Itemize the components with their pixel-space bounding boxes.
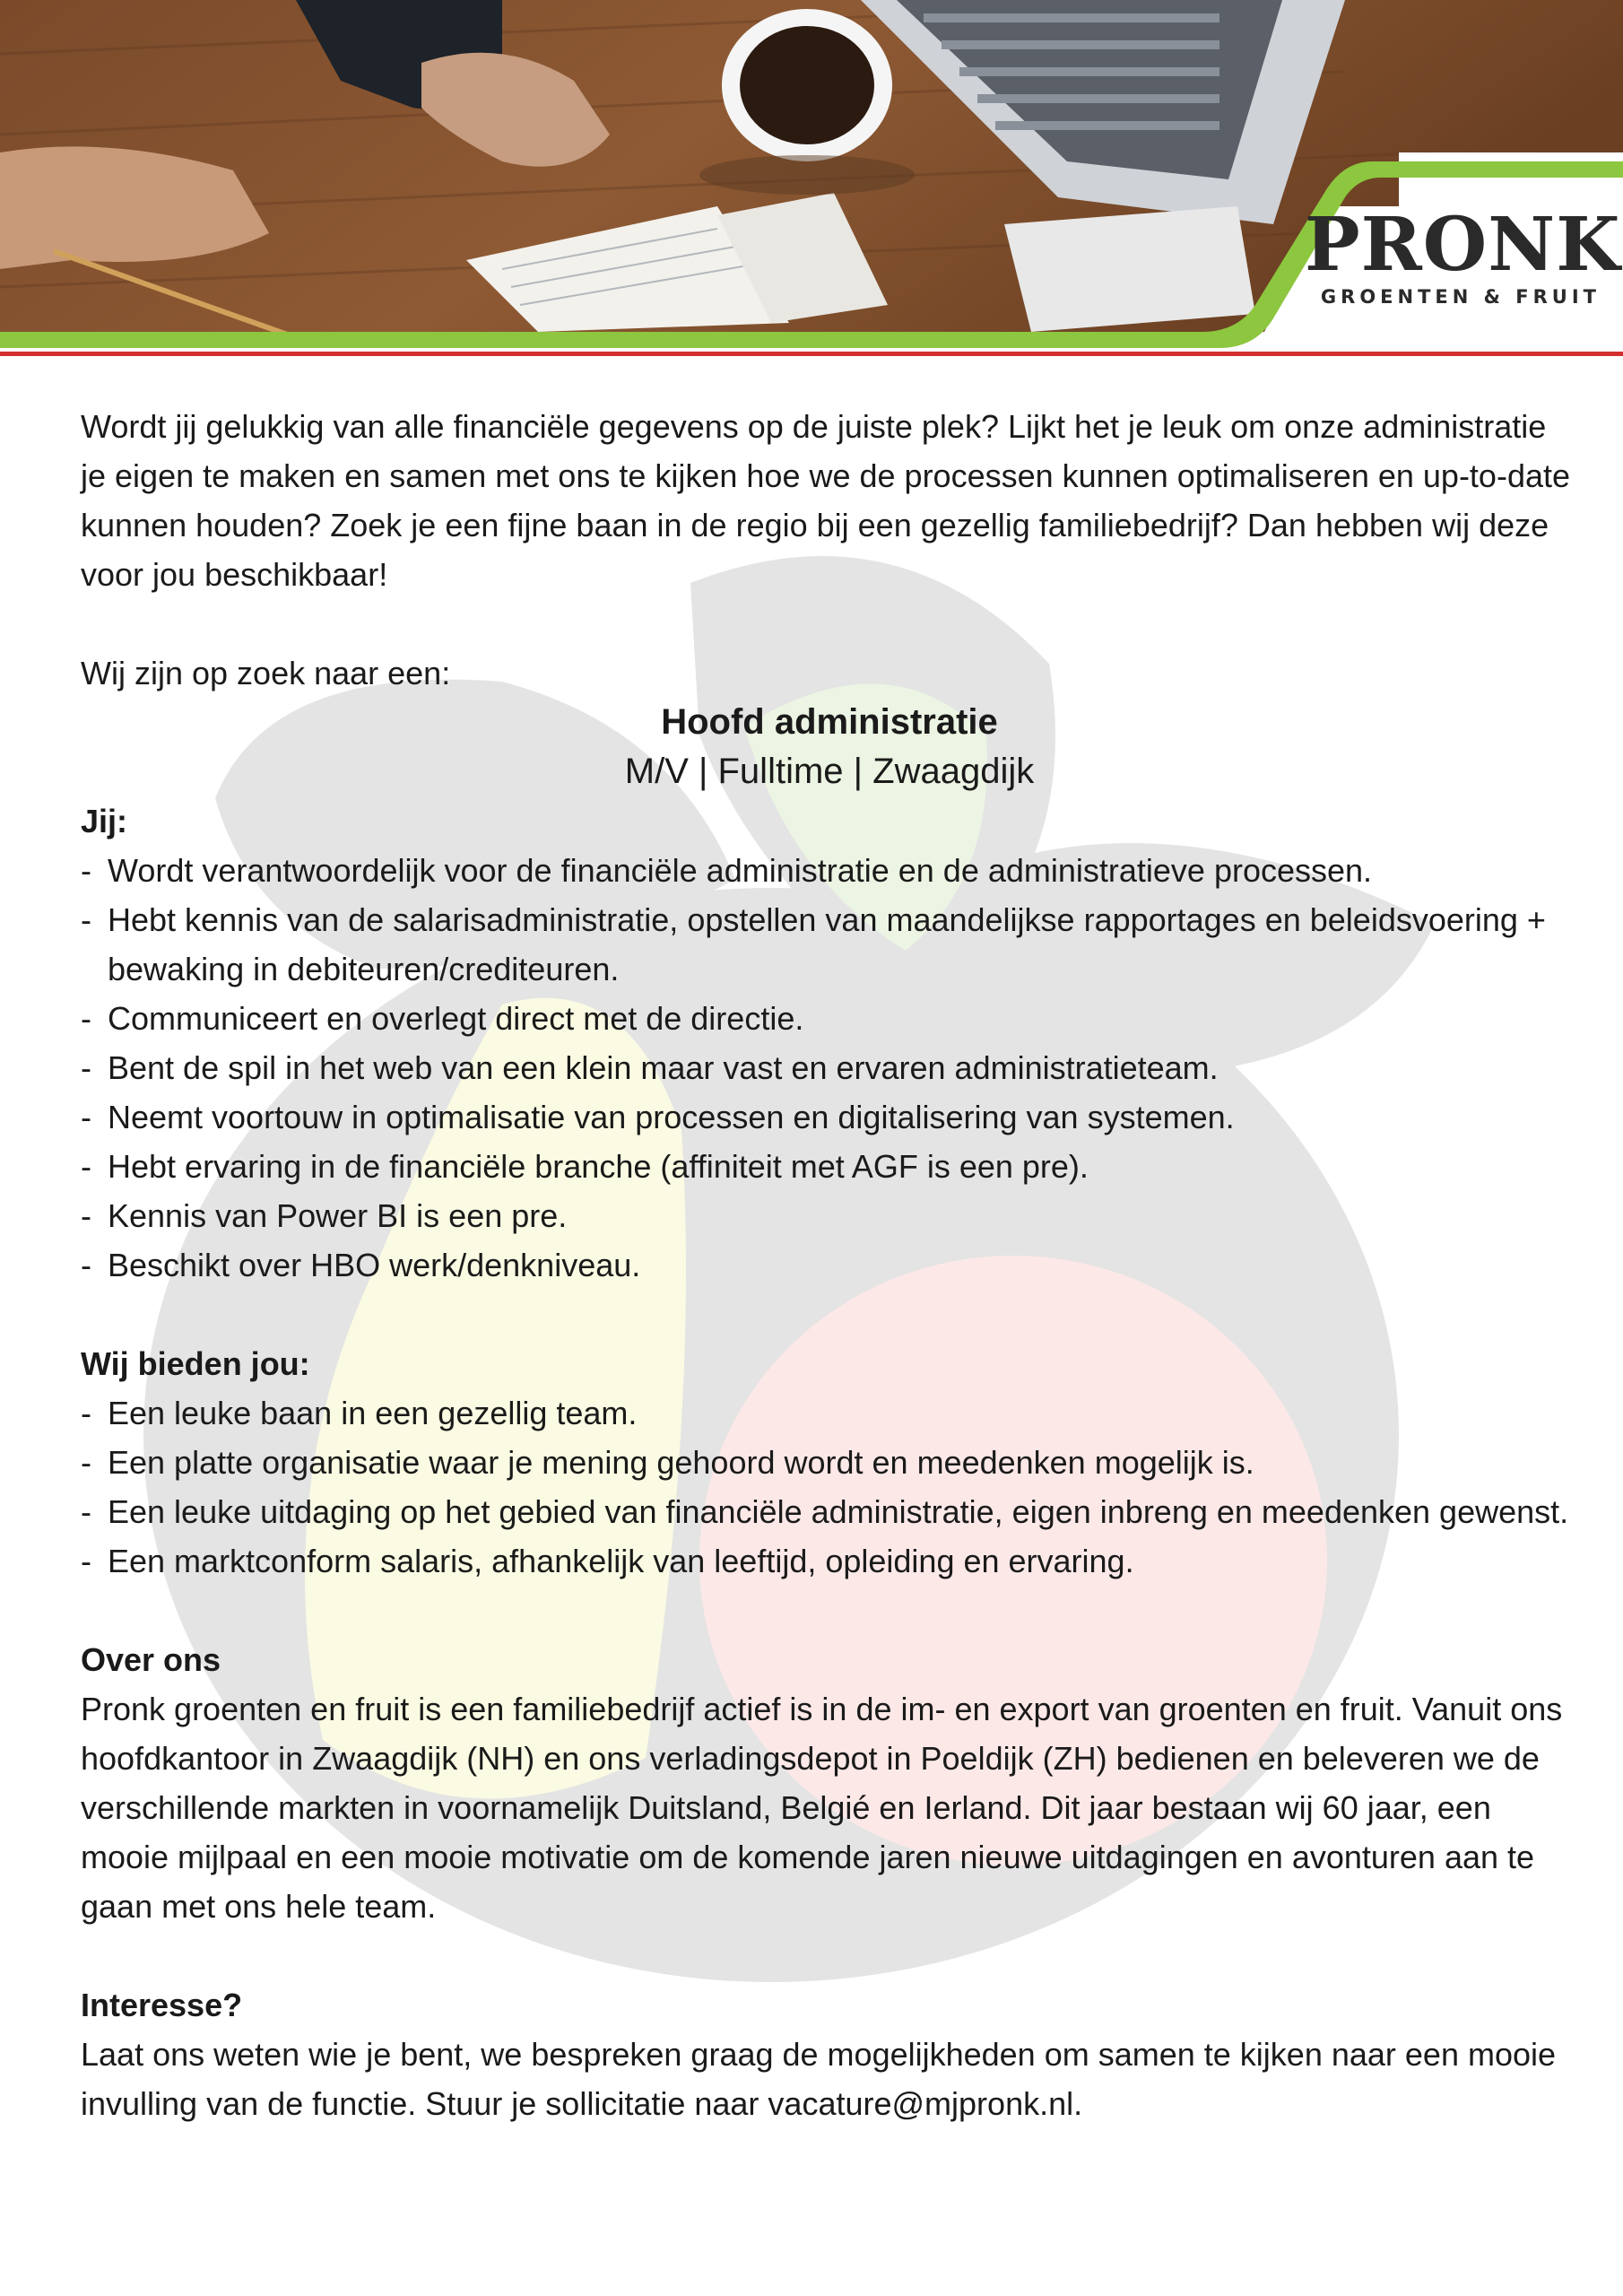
offer-heading: Wij bieden jou: [81,1345,310,1382]
looking-for-line: Wij zijn op zoek naar een: [81,655,451,691]
list-item: - Neemt voortouw in optimalisatie van processen en digitalisering van systemen. [81,1092,1578,1142]
vacancy-content [81,402,1578,2128]
list-item: - Hebt kennis van de salarisadministratie, opstellen van maandelijkse rapportages en beleidsvoering + bewaking in debiteuren/crediteuren. [81,895,1578,994]
list-item: - Een marktconform salaris, afhankelijk van leeftijd, opleiding en ervaring. [81,1536,1578,1586]
list-item: - Een leuke uitdaging op het gebied van financiële administratie, eigen inbreng en meedenken gewenst. [81,1487,1578,1536]
about-paragraph: Pronk groenten en fruit is een familiebedrijf actief is in de im- en export van groenten en fruit. Vanuit ons hoofdkantoor in Zwaagdijk (NH) en ons verladingsdepot in Poeldijk (ZH) bedienen en beleveren we de verschillende markten in voornamelijk Duitsland, Belgié en Ierland. Dit jaar bestaan wij 60 jaar, een mooie mijlpaal en een mooie motivatie om de komende jaren nieuwe uitdagingen en avonturen aan te gaan met ons hele team. [81,1691,1563,1925]
red-divider-line [0,352,1623,356]
jij-heading: Jij: [81,803,128,839]
interest-heading: Interesse? [81,1987,243,2023]
list-item: - Beschikt over HBO werk/denkniveau. [81,1240,1578,1290]
jij-list [81,846,1578,1290]
list-item: - Communiceert en overlegt direct met de directie. [81,994,1578,1043]
list-item: - Bent de spil in het web van een klein maar vast en ervaren administratieteam. [81,1043,1578,1092]
interest-paragraph: Laat ons weten wie je bent, we bespreken graag de mogelijkheden om samen te kijken naar een mooie invulling van de functie. Stuur je sollicitatie naar vacature@mjpronk.nl. [81,2036,1557,2122]
intro-paragraph: Wordt jij gelukkig van alle financiële gegevens op de juiste plek? Lijkt het je leuk om onze administratie je eigen te maken en samen met ons te kijken hoe we de processen kunnen optimaliseren en up-to-date kunnen houden? Zoek je een fijne baan in de regio bij een gezellig familiebedrijf? Dan hebben wij deze voor jou beschikbaar! [81,408,1571,593]
job-title: Hoofd administratie [661,702,998,742]
list-item: - Wordt verantwoordelijk voor de financiële administratie en de administratieve processen. [81,846,1578,895]
list-item: - Kennis van Power BI is een pre. [81,1191,1578,1240]
about-heading: Over ons [81,1641,221,1678]
logo-tagline: GROENTEN & FRUIT [1320,286,1601,308]
job-subtitle: M/V | Fulltime | Zwaagdijk [624,752,1035,791]
list-item: - Hebt ervaring in de financiële branche (affiniteit met AGF is een pre). [81,1142,1578,1191]
header-banner [0,0,1623,363]
list-item: - Een platte organisatie waar je mening gehoord wordt en meedenken mogelijk is. [81,1438,1578,1487]
pronk-logo [1305,202,1621,310]
offer-list [81,1388,1578,1586]
list-item: - Een leuke baan in een gezellig team. [81,1388,1578,1438]
logo-wordmark: PRONK [1305,202,1621,288]
